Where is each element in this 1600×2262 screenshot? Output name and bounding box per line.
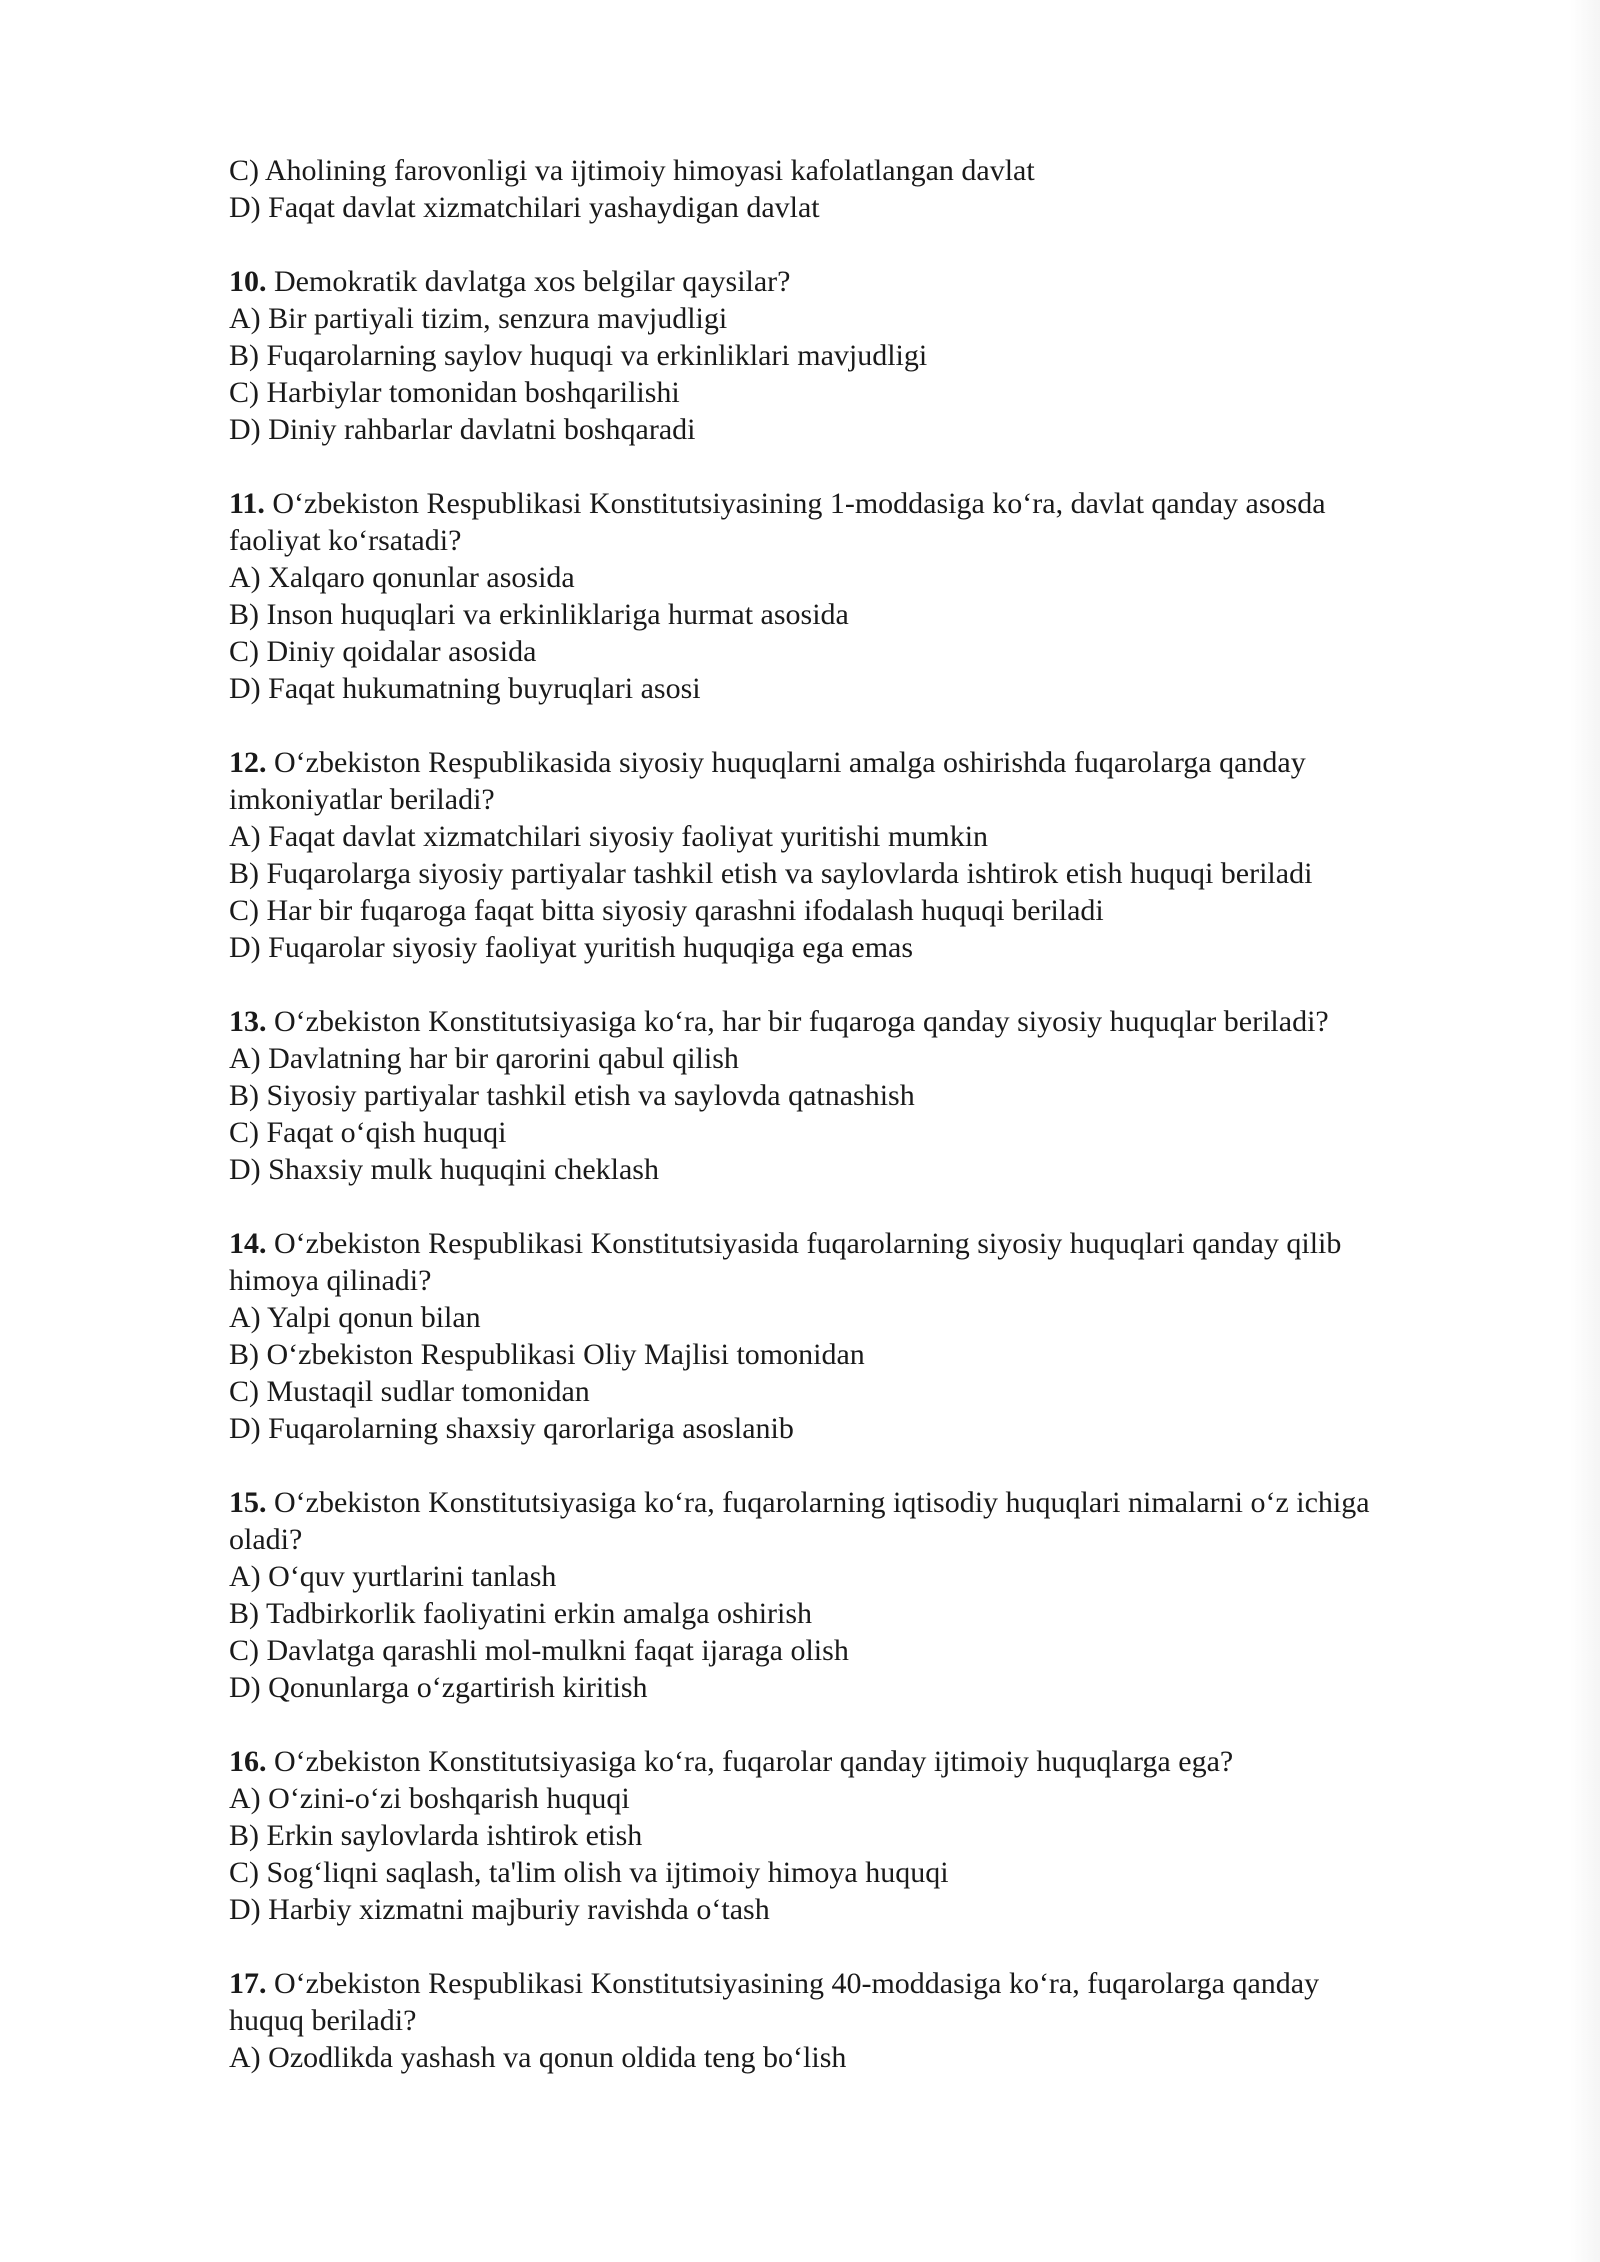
- option-c: C) Sog‘liqni saqlash, ta'lim olish va ijtimoiy himoya huquqi: [229, 1856, 949, 1889]
- question-14: [229, 1225, 1469, 1447]
- question-text: 14. O‘zbekiston Respublikasi Konstitutsiyasida fuqarolarning siyosiy huquqlari qanday qilib: [229, 1227, 1342, 1260]
- option-b: B) Tadbirkorlik faoliyatini erkin amalga oshirish: [229, 1597, 813, 1630]
- option-c: C) Harbiylar tomonidan boshqarilishi: [229, 376, 680, 409]
- question-text-continued: imkoniyatlar beriladi?: [229, 783, 495, 816]
- question-text: 12. O‘zbekiston Respublikasida siyosiy huquqlarni amalga oshirishda fuqarolarga qanday: [229, 746, 1306, 779]
- page-edge-shadow: [1570, 0, 1600, 2262]
- option-a: A) Faqat davlat xizmatchilari siyosiy faoliyat yuritishi mumkin: [229, 820, 989, 853]
- question-number: 13.: [229, 1005, 267, 1038]
- option-c: C) Har bir fuqaroga faqat bitta siyosiy qarashni ifodalash huquqi beriladi: [229, 894, 1104, 927]
- option-c: C) Diniy qoidalar asosida: [229, 635, 537, 668]
- option-b: B) Inson huquqlari va erkinliklariga hurmat asosida: [229, 598, 849, 631]
- question-number: 12.: [229, 746, 267, 779]
- option-b: B) Fuqarolarga siyosiy partiyalar tashkil etish va saylovlarda ishtirok etish huquqi beriladi: [229, 857, 1313, 890]
- question-17: [229, 1965, 1469, 2076]
- question-number: 15.: [229, 1486, 267, 1519]
- option-d: D) Fuqarolar siyosiy faoliyat yuritish huquqiga ega emas: [229, 931, 914, 964]
- option-d: D) Harbiy xizmatni majburiy ravishda o‘tash: [229, 1893, 770, 1926]
- option-d: D) Faqat hukumatning buyruqlari asosi: [229, 672, 701, 705]
- option-d: D) Faqat davlat xizmatchilari yashaydigan davlat: [229, 191, 820, 224]
- option-a: A) Yalpi qonun bilan: [229, 1301, 481, 1334]
- carryover-options: [229, 152, 1469, 226]
- question-number: 17.: [229, 1967, 267, 2000]
- option-c: C) Aholining farovonligi va ijtimoiy himoyasi kafolatlangan davlat: [229, 154, 1035, 187]
- question-text: 11. O‘zbekiston Respublikasi Konstitutsiyasining 1-moddasiga ko‘ra, davlat qanday asosda: [229, 487, 1326, 520]
- option-b: B) Fuqarolarning saylov huquqi va erkinliklari mavjudligi: [229, 339, 928, 372]
- option-a: A) Davlatning har bir qarorini qabul qilish: [229, 1042, 739, 1075]
- option-b: B) Siyosiy partiyalar tashkil etish va saylovda qatnashish: [229, 1079, 915, 1112]
- option-a: A) O‘quv yurtlarini tanlash: [229, 1560, 557, 1593]
- question-number: 10.: [229, 265, 267, 298]
- question-list: [229, 152, 1469, 2076]
- question-11: [229, 485, 1469, 707]
- question-10: [229, 263, 1469, 448]
- question-12: [229, 744, 1469, 966]
- option-b: B) O‘zbekiston Respublikasi Oliy Majlisi tomonidan: [229, 1338, 865, 1371]
- option-a: A) Bir partiyali tizim, senzura mavjudligi: [229, 302, 728, 335]
- option-c: C) Mustaqil sudlar tomonidan: [229, 1375, 590, 1408]
- option-c: C) Davlatga qarashli mol-mulkni faqat ijaraga olish: [229, 1634, 849, 1667]
- question-13: [229, 1003, 1469, 1188]
- option-b: B) Erkin saylovlarda ishtirok etish: [229, 1819, 643, 1852]
- option-d: D) Qonunlarga o‘zgartirish kiritish: [229, 1671, 648, 1704]
- question-text-continued: oladi?: [229, 1523, 303, 1556]
- question-text: 17. O‘zbekiston Respublikasi Konstitutsiyasining 40-moddasiga ko‘ra, fuqarolarga qanday: [229, 1967, 1320, 2000]
- question-text: 10. Demokratik davlatga xos belgilar qaysilar?: [229, 265, 791, 298]
- option-d: D) Diniy rahbarlar davlatni boshqaradi: [229, 413, 696, 446]
- question-text: 15. O‘zbekiston Konstitutsiyasiga ko‘ra, fuqarolarning iqtisodiy huquqlari nimalarni o‘z ichiga: [229, 1486, 1370, 1519]
- question-text-continued: himoya qilinadi?: [229, 1264, 432, 1297]
- question-text: 16. O‘zbekiston Konstitutsiyasiga ko‘ra, fuqarolar qanday ijtimoiy huquqlarga ega?: [229, 1745, 1234, 1778]
- option-d: D) Shaxsiy mulk huquqini cheklash: [229, 1153, 659, 1186]
- question-text-continued: huquq beriladi?: [229, 2004, 417, 2037]
- question-text-continued: faoliyat ko‘rsatadi?: [229, 524, 462, 557]
- option-d: D) Fuqarolarning shaxsiy qarorlariga asoslanib: [229, 1412, 794, 1445]
- question-number: 14.: [229, 1227, 267, 1260]
- question-16: [229, 1743, 1469, 1928]
- option-a: A) Ozodlikda yashash va qonun oldida teng bo‘lish: [229, 2041, 847, 2074]
- option-c: C) Faqat o‘qish huquqi: [229, 1116, 507, 1149]
- question-15: [229, 1484, 1469, 1706]
- question-number: 11.: [229, 487, 265, 520]
- question-text: 13. O‘zbekiston Konstitutsiyasiga ko‘ra, har bir fuqaroga qanday siyosiy huquqlar beriladi?: [229, 1005, 1329, 1038]
- question-number: 16.: [229, 1745, 267, 1778]
- option-a: A) O‘zini-o‘zi boshqarish huquqi: [229, 1782, 630, 1815]
- option-a: A) Xalqaro qonunlar asosida: [229, 561, 575, 594]
